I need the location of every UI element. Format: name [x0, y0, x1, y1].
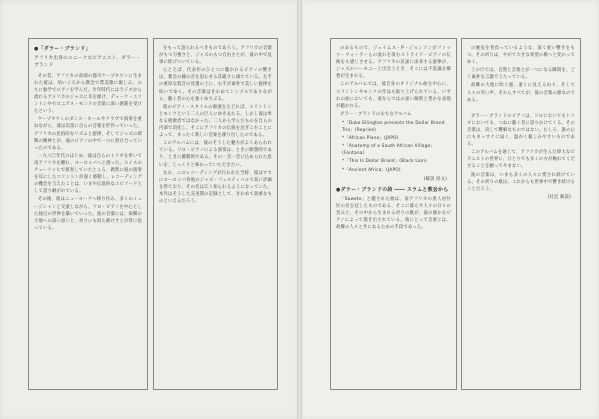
paragraph: その後、彼はニューヨークへ移り住み、多くのミュージシャンと交流しながら、ソロ・ピアノを中心とした独自の世界を築いていった。彼の音楽には、故郷の大地への深い思いと、祈りにも似た静けさとが常に宿っている。: [34, 197, 142, 231]
section-lead: アフリカ出身のユニークなピアニスト、ダラー・ブランド: [34, 56, 141, 69]
paragraph: 「Soweto」と題された曲は、南アフリカの黒人居住区の名を冠したものである。そこに暮らす人々の日々の営みと、その中から生まれる祈りの歌が、彼の静かなピアノによって描き出されている。彼にとって音楽とは、故郷の人々と共にあるための手段であった。: [336, 196, 451, 231]
paragraph: 一九六〇年代のはじめ、彼は自らのトリオを率いて南アフリカを離れ、ヨーロッパへと渡った。スイスのチューリッヒで演奏していたところ、偶然に彼の演奏を耳にしたエリントンが深く感動し、レコーディングの機会を与えたことは、いまや伝説的なエピソードとして語り継がれている。: [34, 153, 142, 195]
text-column-3: [330, 38, 457, 390]
discography-list: [342, 120, 451, 174]
section-heading-2: ●ダラー・ブランドの詩 ―― スラムと教会から: [336, 186, 449, 193]
paragraph: なお、このレコーディングが行われた当時、彼はすでにヨーロッパ各地のジャズ・フェスティバルで高い評価を得ており、その名は広く知られるようになっていた。本作はそうした充実期の記録として、きわめて貴重なものといえるだろう。: [159, 170, 272, 204]
paragraph: このアルバムを通じて、アフリカが生んだ偉大なピアニストの世界に、ひとりでも多くの方が触れてくださることを願ってやまない。: [467, 150, 575, 170]
paragraph: ケープタウンのダンス・ホールやクラブで演奏を重ねながら、彼は次第に自らの音楽を形作っていった。アフリカの民俗的なリズムと旋律、そしてジャズの即興の精神とが、彼のピアノの中で一つに溶け合っていったのである。: [34, 117, 142, 151]
author-credit: (付記 解説): [547, 194, 571, 200]
page-gutter: [297, 0, 302, 419]
paragraph: このアルバムでは、彼自身のオリジナル曲を中心に、エリントンやモンクの作品も取り上げられている。いずれの曲においても、彼ならではの深い解釈と豊かな表現が聴かれる。: [336, 82, 451, 109]
text-column-1: [28, 38, 148, 390]
paragraph: その昔、アフリカの南端の都市ケープタウンに生まれた彼は、幼いころから教会で賛美歌に親しみ、のちに独学でピアノを学んだ。少年時代にはラジオから流れるアメリカのジャズに耳を傾け、デューク・エリントンやセロニアス・モンクの音楽に深い感銘を受けたという。: [34, 73, 142, 115]
paragraph: このアルバムには、彼のそうした魅力がよくあらわれている。ソロ・ピアノによる演奏は、ときに瞑想的であり、ときに躍動的である。その一音一音に込められた思いを、じっくりと味わっていただきたい。: [159, 141, 272, 168]
discography-item: *「This Is Dollar Brand」(Black Lion): [342, 159, 427, 165]
spacer: [467, 105, 575, 113]
paragraph: 彼のピアノ・スタイルの源流をたどれば、エリントンとモンクという二人の巨人にゆきあたる。しかし彼は単なる模倣者ではなかった。二人から学んだものを自らの内部で消化し、そこにアフリカの伝統を注ぎこむことによって、まったく新しい音楽を創り出したのである。: [159, 104, 272, 139]
paragraph: をもって語られるべきものであろう。アフリカの音楽がもつ力強さと、ジャズのもつ自由さとが、彼の中で見事に結びついている。: [159, 46, 272, 66]
paragraph: 彼の音楽は、いまも多くの人々に愛され続けている。その祈りの歌は、これからも世界中で響き続けることだろう。: [467, 172, 575, 192]
discography-item: *「Duke Ellington presents the Dollar Brand Trio」(Reprise): [342, 120, 445, 134]
paragraph: のあるもので、ジェイムス・P・ジョンソンがファッツ・ウォーラーらの流れを汲むストライド・ピアノの伝統をも感じさせる。アフリカの民謡に由来する旋律が、ジャズのハーモニーと出会うとき、そこには不思議な郷愁が生まれる。: [336, 46, 451, 80]
author-credit: (解説 原文): [423, 176, 447, 182]
discography-item: *「Ancient Africa」(JAPO): [342, 167, 401, 173]
text-column-4: [461, 38, 581, 390]
paragraph: 故郷の大地に吹く風、遠くに見える山々、そして人々の笑い声。それらすべてが、彼の音楽の源なのである。: [467, 83, 575, 103]
discography-intro: ダラー・ブランドのおもなアルバム: [340, 111, 412, 117]
paragraph: 上の行では、自然と音楽とが一つになる瞬間を、ごく素朴な言葉でうたっている。: [467, 68, 575, 81]
section-heading: ●「ダラー・ブランド」: [34, 46, 91, 52]
discography-item: *「African Piano」(JAPO): [342, 136, 399, 142]
paragraph: ダラー・ブランドのピアノは、ソロにおいてもトリオにおいても、つねに聴く者に語りかけてくる。その音楽は、決して難解なものではない。むしろ、誰の心にもまっすぐに届く、温かく親しみやすいものである。: [467, 113, 575, 148]
paragraph: たとえば、代表作のひとつに聴かれるピアノの響きは、教会の鐘の音を思わせる荘厳さに満ちている。左手の重厚な低音の反復の上に、右手が素朴で美しい旋律を紡いでゆく。その音楽はきわめてシンプルでありながら、聴く者の心を強くゆさぶる。: [159, 68, 272, 102]
text-column-2: [153, 38, 278, 390]
discography-item: *「Anatomy of a South African Village」(Fontana): [342, 144, 435, 157]
paragraph: の歴史を背負っているような、深く重い響きをもつ。その祈りは、やがて大きな希望の歌へと変わってゆく。: [467, 46, 575, 66]
